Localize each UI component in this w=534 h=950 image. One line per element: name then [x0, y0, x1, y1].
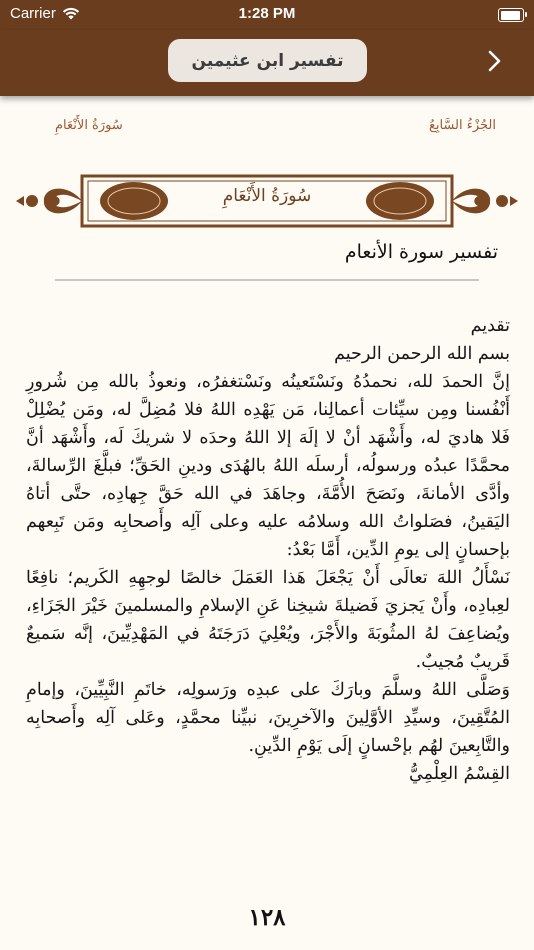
status-time: 1:28 PM — [238, 5, 296, 22]
status-bar — [0, 0, 534, 30]
basmala: بسم الله الرحمن الرحيم — [334, 344, 510, 364]
tafsir-body — [26, 312, 510, 788]
intro-heading: تقديم — [470, 316, 510, 336]
nav-title[interactable]: تفسير ابن عثيمين — [168, 39, 367, 82]
banner-title: سُورَةُ الأَنْعَامِ — [222, 186, 312, 206]
paragraph: نَسْأَلُ اللهَ تعالَى أَنْ يَجْعَلَ هَذا العَمَلَ خالصًا لوجهِهِ الكَريم؛ نافِعًا لعِبادِه، وأَنْ يَجزيَ فَضيلةَ شيخِنا عَنِ الإسلامِ والمسلمينَ خَيْرَ الجَزَاءِ، ويُضاعِفَ لهُ المثُوبَةَ والأَجْرَ، ويُعْلِيَ دَرَجَتَهُ في المَهْدِيِّينَ، إنَّه سَميعٌ قَريبٌ مُجيبٌ. — [26, 568, 510, 672]
battery-icon — [498, 8, 524, 22]
page-header-juz: الجُزْءُ السَّابِعُ — [428, 118, 496, 133]
chevron-right-icon[interactable] — [484, 48, 504, 74]
paragraph: إنَّ الحمدَ لله، نحمدُهُ ونَسْتَعينُه ونَسْتغفرُه، ونعوذُ بالله مِن شُرورِ أَنْفُسنا ومِن سيِّئات أعمالِنا، مَن يَهْدِه اللهُ فلا مُضِلَّ له، ومَن يُضْلِلْ فَلا هاديَ له، وأَشْهَد أنْ لا إلَهَ إلا اللهُ وحدَه لا شريكَ لَه، وأَشْهَد أنَّ محمَّدًا عبدُه ورسولُه، أرسلَه اللهُ بالهُدَى ودينِ الحَقِّ؛ فبلَّغَ الرِّسالةَ، وأدَّى الأمانةَ، ونَصَحَ الأُمَّةَ، وجاهَدَ في الله حَقَّ جِهادِه، حتَّى أتاهُ اليَقينُ، فصَلواتُ الله وسلامُه عليه وعلى آلِه وأَصحابِه ومَن تَبِعهم بإحسانٍ إلى يومِ الدِّين، أَمَّا بَعْدُ: — [26, 372, 511, 560]
page-number: ١٢٨ — [248, 904, 286, 931]
paragraph: وَصَلَّى اللهُ وسلَّمَ وبارَكَ على عبدِه ورَسولِه، خاتَمِ النَّبِيِّينَ، وإمامِ المُتَّقِينَ، وسيِّدِ الأوَّلِينَ والآخرِينَ، نبيِّنا محمَّدٍ، وعَلى آلِه وأَصحابِه والتَّابِعينَ لهُم بإحْسانٍ إلَى يَوْمِ الدِّينِ. — [26, 680, 510, 756]
signature: القِسْمُ العِلْمِيُّ — [408, 764, 510, 784]
page-header-surah: سُورَةُ الأَنْعَامِ — [55, 118, 123, 133]
carrier-label: Carrier — [10, 5, 56, 22]
section-title: تفسير سورة الأنعام — [344, 241, 498, 263]
battery-fill — [501, 11, 521, 20]
divider — [55, 279, 479, 281]
nav-bar — [0, 30, 534, 96]
